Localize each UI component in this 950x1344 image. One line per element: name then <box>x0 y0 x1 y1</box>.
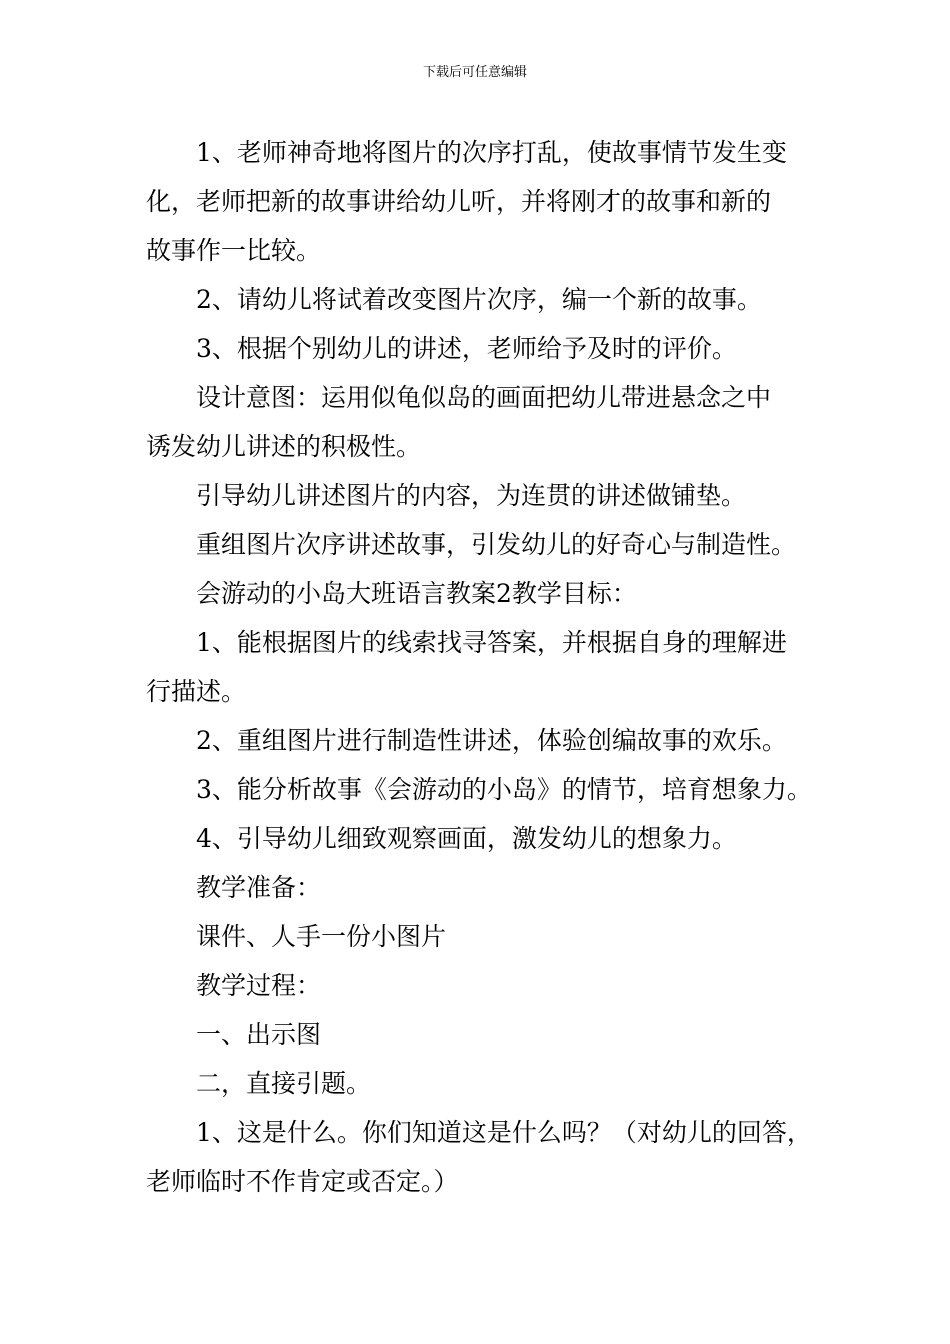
paragraph-line: 诱发幼儿讲述的积极性。 <box>146 432 422 461</box>
paragraph-line: 引导幼儿讲述图片的内容，为连贯的讲述做铺垫。 <box>196 481 747 510</box>
paragraph-line: 教学过程： <box>196 971 322 1000</box>
paragraph-line: 1、能根据图片的线索找寻答案，并根据自身的理解进 <box>196 628 787 657</box>
paragraph-line: 1、老师神奇地将图片的次序打乱，使故事情节发生变 <box>196 138 787 167</box>
paragraph-line: 1、这是什么。你们知道这是什么吗？（对幼儿的回答， <box>196 1118 812 1147</box>
paragraph-line: 二，直接引题。 <box>196 1069 372 1098</box>
paragraph-line: 一、出示图 <box>196 1020 322 1049</box>
paragraph-line: 老师临时不作肯定或否定。） <box>146 1167 459 1196</box>
paragraph-line: 2、请幼儿将试着改变图片次序，编一个新的故事。 <box>196 285 762 314</box>
document-body <box>146 128 816 1206</box>
paragraph-line: 化，老师把新的故事讲给幼儿听，并将刚才的故事和新的 <box>146 187 772 216</box>
paragraph-line: 教学准备： <box>196 873 322 902</box>
paragraph-line: 故事作一比较。 <box>146 236 322 265</box>
paragraph-line: 3、根据个别幼儿的讲述，老师给予及时的评价。 <box>196 334 737 363</box>
paragraph-line: 3、能分析故事《会游动的小岛》的情节，培育想象力。 <box>196 775 812 804</box>
paragraph-line: 4、引导幼儿细致观察画面，激发幼儿的想象力。 <box>196 824 737 853</box>
paragraph-line: 行描述。 <box>146 677 247 706</box>
page-header: 下载后可任意编辑 <box>422 65 527 80</box>
paragraph-line: 课件、人手一份小图片 <box>196 922 447 951</box>
paragraph-line: 设计意图：运用似龟似岛的画面把幼儿带进悬念之中 <box>196 383 772 412</box>
paragraph-line: 2、重组图片进行制造性讲述，体验创编故事的欢乐。 <box>196 726 787 755</box>
paragraph-line: 重组图片次序讲述故事，引发幼儿的好奇心与制造性。 <box>196 530 797 559</box>
paragraph-line: 会游动的小岛大班语言教案2教学目标： <box>196 579 637 608</box>
